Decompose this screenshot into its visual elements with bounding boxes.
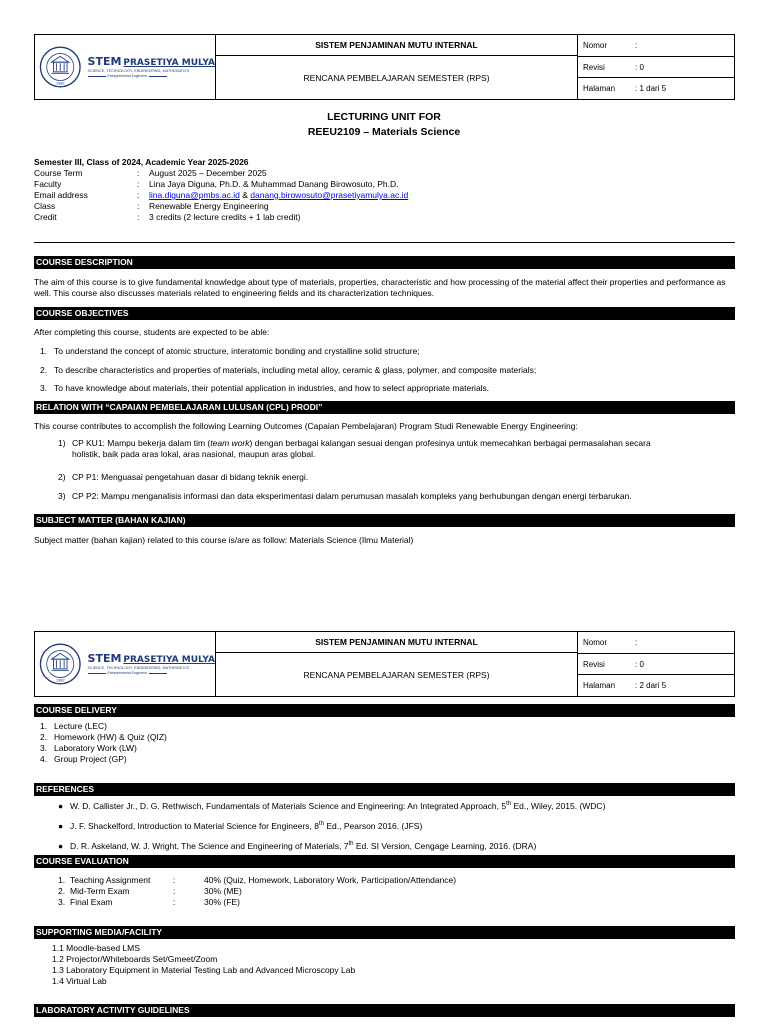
- system-title: SISTEM PENJAMINAN MUTU INTERNAL: [216, 35, 577, 56]
- nomor-row: Nomor :: [578, 35, 734, 57]
- revisi-row: Revisi : 0: [578, 57, 734, 79]
- section-heading-evaluation: COURSE EVALUATION: [34, 855, 735, 868]
- brand-text: [88, 653, 215, 675]
- svg-text:1982: 1982: [55, 678, 65, 683]
- brand-tagline: SCIENCE, TECHNOLOGY, ENGINEERING, MATHEMATICS: [87, 69, 190, 73]
- list-item: 2. To describe characteristics and properties of materials, including metal alloy, ceramic & glass, polymer, and composite materials;: [40, 365, 537, 375]
- brand-tagline: SCIENCE, TECHNOLOGY, ENGINEERING, MATHEMATICS: [87, 666, 190, 670]
- section-heading-subject: SUBJECT MATTER (BAHAN KAJIAN): [34, 514, 735, 527]
- list-item: 1.1 Moodle-based LMS: [52, 943, 140, 953]
- title-line-2: REEU2109 – Materials Science: [307, 126, 461, 138]
- revisi-row: Revisi : 0: [578, 654, 734, 676]
- document-type: RENCANA PEMBELAJARAN SEMESTER (RPS): [303, 669, 490, 680]
- class: Renewable Energy Engineering: [149, 201, 269, 211]
- objectives-intro: After completing this course, students are expected to be able:: [34, 327, 270, 337]
- list-item: 1.2 Projector/Whiteboards Set/Gmeet/Zoom: [52, 954, 218, 964]
- list-item: 3. Laboratory Work (LW): [40, 743, 137, 753]
- document-page-2: [0, 603, 768, 1024]
- brand-tagline-2: Entrepreneurial Engineers: [107, 73, 147, 78]
- section-heading-delivery: COURSE DELIVERY: [34, 704, 735, 717]
- system-title: SISTEM PENJAMINAN MUTU INTERNAL: [216, 632, 577, 653]
- document-type: RENCANA PEMBELAJARAN SEMESTER (RPS): [303, 72, 490, 83]
- university-seal-icon: [39, 642, 82, 686]
- section-heading-cpl: RELATION WITH “CAPAIAN PEMBELAJARAN LULUSAN (CPL) PRODI”: [34, 401, 735, 414]
- section-heading-lab: LABORATORY ACTIVITY GUIDELINES: [34, 1004, 735, 1017]
- divider: [34, 242, 735, 243]
- semester-line: Semester III, Class of 2024, Academic Year 2025-2026: [34, 157, 249, 167]
- brand-tagline-2: Entrepreneurial Engineers: [107, 670, 147, 675]
- document-header: [34, 34, 735, 100]
- list-item: 1. Lecture (LEC): [40, 721, 107, 731]
- list-item: 1.3 Laboratory Equipment in Material Testing Lab and Advanced Microscopy Lab: [52, 965, 356, 975]
- nomor-row: Nomor :: [578, 632, 734, 654]
- institution-logo: [35, 632, 216, 696]
- subject-text: Subject matter (bahan kajian) related to this course is/are as follow: Materials Science (Ilmu Material): [34, 535, 414, 545]
- brand-name: STEM: [87, 55, 122, 68]
- list-item: 3) CP P2: Mampu menganalisis informasi dan data eksperimentasi dalam perumusan masalah kompleks yang berhubungan dengan energi terbarukan.: [58, 491, 632, 501]
- brand-text: [88, 56, 215, 78]
- section-heading-description: COURSE DESCRIPTION: [34, 256, 735, 269]
- course-term: August 2025 – December 2025: [149, 168, 267, 178]
- brand-subname: PRASETIYA MULYA: [123, 58, 215, 68]
- list-item: 1) CP KU1: Mampu bekerja dalam tim (team work) dengan berbagai kalangan sesuai dengan profesinya untuk memecahkan berbagai permasalahan secara holistik, baik pada aras lokal, aras nasional, maupun aras global.: [58, 438, 651, 459]
- list-item: 4. Group Project (GP): [40, 754, 127, 764]
- list-item: 2) CP P1: Menguasai pengetahuan dasar di bidang teknik energi.: [58, 472, 309, 482]
- halaman-row: Halaman : 1 dari 5: [583, 84, 667, 94]
- halaman-row: Halaman : 2 dari 5: [583, 681, 667, 691]
- title-line-1: LECTURING UNIT FOR: [327, 111, 441, 123]
- brand-subname: PRASETIYA MULYA: [123, 655, 215, 665]
- list-item: 3. To have knowledge about materials, their potential application in industries, and how to select appropriate materials.: [40, 383, 490, 393]
- list-item: ● J. F. Shackelford, Introduction to Material Science for Engineers, 8th Ed., Pearson 2016. (JFS): [58, 821, 423, 831]
- list-item: ● W. D. Callister Jr., D. G. Rethwisch, Fundamentals of Materials Science and Engineering: An Integrated Approach, 5th Ed., Wiley, 2015. (WDC): [58, 801, 606, 811]
- list-item: ● D. R. Askeland, W. J. Wright, The Science and Engineering of Materials, 7th Ed. SI Version, Cengage Learning, 2016. (DRA): [58, 841, 537, 851]
- section-heading-references: REFERENCES: [34, 783, 735, 796]
- credit: 3 credits (2 lecture credits + 1 lab credit): [149, 212, 301, 222]
- course-info: Semester III, Class of 2024, Academic Year 2025-2026 Course Term : August 2025 – December 2025 Faculty : Lina Jaya Diguna, Ph.D. & Muhammad Danang Birowosuto, Ph.D. Email address : lina.diguna@pmbs.ac.id & danang.birowosuto@prasetiyamulya.ac.id Class : Renewable Energy Engineering Credit : 3 credits (2 lecture credits + 1 lab credit): [34, 157, 409, 222]
- institution-logo: [35, 35, 216, 99]
- university-seal-icon: [39, 45, 82, 89]
- list-item: 3. Final Exam : 30% (FE): [58, 897, 240, 907]
- section-heading-objectives: COURSE OBJECTIVES: [34, 307, 735, 320]
- list-item: 2. Homework (HW) & Quiz (QIZ): [40, 732, 167, 742]
- list-item: 1. Teaching Assignment : 40% (Quiz, Homework, Laboratory Work, Participation/Attendance): [58, 875, 457, 885]
- list-item: 1.4 Virtual Lab: [52, 976, 107, 986]
- svg-text:1982: 1982: [55, 81, 65, 86]
- email-link-2[interactable]: danang.birowosuto@prasetiyamulya.ac.id: [250, 190, 409, 200]
- document-title: [0, 110, 768, 140]
- document-header: [34, 631, 735, 697]
- cpl-intro: This course contributes to accomplish the following Learning Outcomes (Capaian Pembelajaran) Program Studi Renewable Energy Engineering:: [34, 421, 578, 431]
- email-link-1[interactable]: lina.diguna@pmbs.ac.id: [149, 190, 240, 200]
- list-item: 1. To understand the concept of atomic structure, interatomic bonding and crystalline solid structure;: [40, 346, 420, 356]
- section-heading-media: SUPPORTING MEDIA/FACILITY: [34, 926, 735, 939]
- faculty: Lina Jaya Diguna, Ph.D. & Muhammad Danang Birowosuto, Ph.D.: [149, 179, 399, 189]
- list-item: 2. Mid-Term Exam : 30% (ME): [58, 886, 242, 896]
- description-text: The aim of this course is to give fundamental knowledge about type of materials, properties, characteristic and how processing of the material affect their properties and performance as well. This course also discusses materials related to engineering fields and its characterization techniques.: [34, 277, 726, 298]
- brand-name: STEM: [87, 652, 122, 665]
